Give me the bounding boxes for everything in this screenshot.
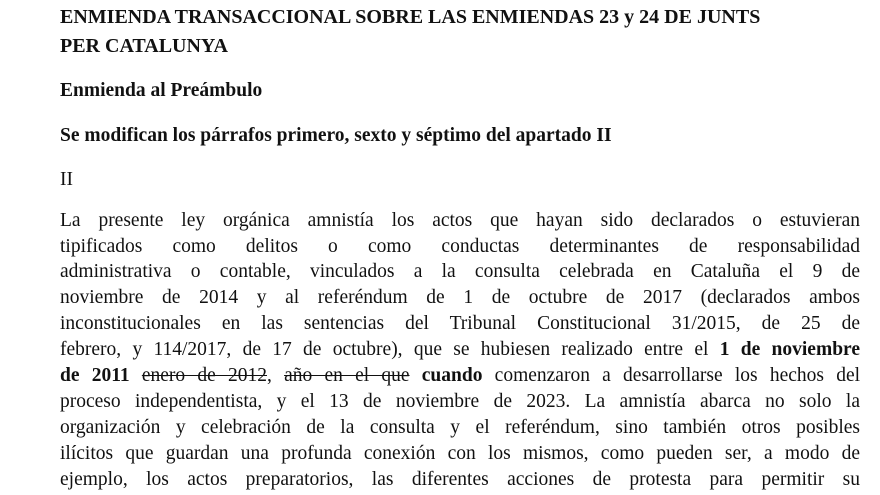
deleted-date: enero de 2012 — [141, 365, 267, 386]
paragraph-line-7-rest: comenzaron a desarrollarse los hechos del — [494, 365, 861, 386]
paragraph-line-1: La presente ley orgánica amnistía los actos que hayan sido declarados o estuvieran — [60, 210, 860, 231]
inserted-word: cuando — [421, 365, 483, 386]
section-heading: Enmienda al Preámbulo — [60, 80, 263, 101]
instruction-heading: Se modifican los párrafos primero, sexto y séptimo del apartado II — [60, 125, 612, 146]
paragraph-line-7 — [60, 364, 860, 388]
comma: , — [267, 365, 272, 386]
paragraph-line-6 — [60, 338, 860, 362]
paragraph-line-3: administrativa o contable, vinculados a la consulta celebrada en Cataluña el 9 de — [60, 261, 860, 282]
title-line-2: PER CATALUNYA — [60, 35, 228, 57]
section-number: II — [60, 169, 73, 190]
inserted-date-start: 1 de noviembre — [719, 339, 861, 360]
paragraph-line-4: noviembre de 2014 y al referéndum de 1 de octubre de 2017 (declarados ambos — [60, 287, 860, 308]
deleted-phrase: año en el que — [284, 365, 410, 386]
paragraph-line-2: tipificados como delitos o como conductas determinantes de responsabilidad — [60, 236, 860, 257]
paragraph-line-8: proceso independentista, y el 13 de noviembre de 2023. La amnistía abarca no solo la — [60, 391, 860, 412]
paragraph-line-10: ilícitos que guardan una profunda conexión con los mismos, como pueden ser, a modo de — [60, 443, 860, 464]
paragraph-line-11: ejemplo, los actos preparatorios, las diferentes acciones de protesta para permitir su — [60, 469, 860, 490]
paragraph-line-5: inconstitucionales en las sentencias del Tribunal Constitucional 31/2015, de 25 de — [60, 313, 860, 334]
inserted-year: de 2011 — [60, 365, 130, 386]
title-line-1: ENMIENDA TRANSACCIONAL SOBRE LAS ENMIENDAS 23 y 24 DE JUNTS — [60, 6, 761, 28]
paragraph-line-6-text: febrero, y 114/2017, de 17 de octubre), que se hubiesen realizado entre el — [60, 339, 709, 360]
paragraph-line-9: organización y celebración de la consulta y el referéndum, sino también otros posibles — [60, 417, 860, 438]
